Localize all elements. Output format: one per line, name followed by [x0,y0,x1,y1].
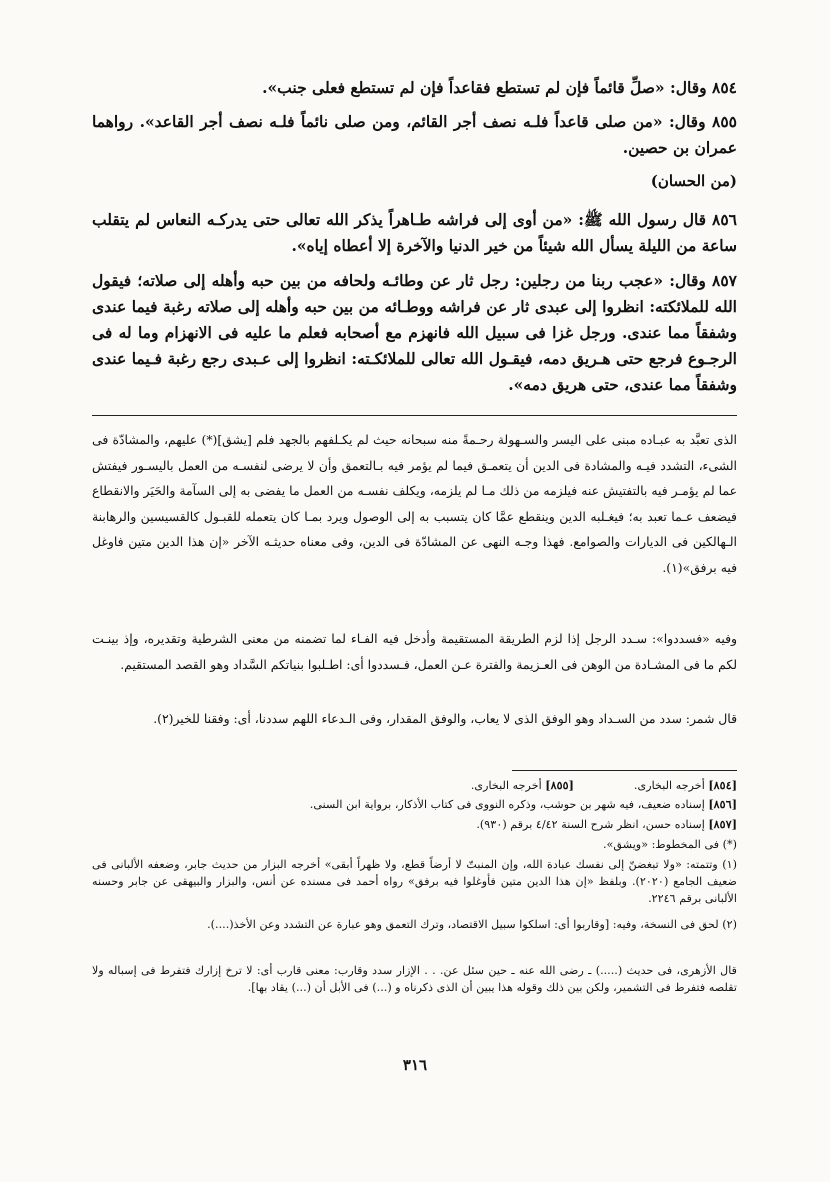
footnote-ref: [٨٥٦] [708,797,737,811]
footnote-line: (٢) لحق فى النسخة، وفيه: [وقاربوا أى: اسلكوا سبيل الاقتصاد، وترك التعمق وهو عبارة عن التشدد وعن الأخذ(....). [207,918,737,931]
hadith-number: ٨٥٥ [712,112,737,131]
hadith-854 [92,75,737,101]
hadith-number: ٨٥٤ [712,78,737,97]
footnote-text: إسناده ضعيف، فيه شهر بن حوشب، وذكره النووى فى كتاب الأذكار، برواية ابن السنى. [309,798,709,811]
footnote-line: (١) وتتمته: «ولا تبغضنّ إلى نفسك عبادة الله، وإن المنبتّ لا أرضاً قطع، ولا ظهراً أبقى» أخرجه البزار من حديث جابر، وضعفه الألبانى فى ضعيف الجامع (٢٠٢٠). وبلفظ «إن هذا الدين متين فأوغلوا فيه برفق» رواه أحمد فى مسنده عن أنس، والبزار والبيهقى عن جابر وحسنه الألبانى برقم ٢٢٤٦. [92,858,737,905]
hadith-number: ٨٥٧ [712,271,737,290]
hadith-text: قال رسول الله ﷺ: «من أوى إلى فراشه طـاهراً يذكر الله تعالى حتى يدركـه النعاس لم يتقلب ساعة من الليلة يسأل الله شيئاً من خير الدنيا والآخرة إلا أعطاه إياه». [92,210,737,255]
footnote-ref: [٨٥٧] [708,817,737,831]
footnote-text: إسناده حسن، انظر شرح السنة ٤/٤٢ برقم (٩٣٠). [476,818,709,831]
hadith-857 [92,268,737,398]
footnote-ref: [٨٥٤] [708,778,737,792]
commentary-paragraph: الذى تعبَّد به عبـاده مبنى على اليسر والسـهولة رحـمةً منه سبحانه حيث لم يكـلفهم بالجهد فلم [يشق](*) عليهم، والمشادّة فى الشىء، التشدد فيـه والمشادة فى الدين أن يتعمـق فيما لم يؤمر فيه بـالتعمق وأن لا يرضى لنفسـه من العمل باليسـور فيفتش عما لم يؤمـر فيه بالتفتيش عنه فيلزمه من ذلك مـا لم يلزمه، ويكلف نفسـه من العمل ما يفضى به إلى السآمة والحَيَر والانقطاع فيضعف عـما تعبد به؛ فيغـلبه الدين وينقطع عمَّا كان يتسبب به إلى الوصول ويرد بمـا كان يتعمله للقبـول كالقسيسين والرهابنة الـهالكين فى الديارات والصوامع. فهذا وجـه النهى عن المشادّة فى الدين، وفى معناه حديثـه الآخر «إن هذا الدين متين فاوغل فيه برفق»(١). [92,432,737,575]
footnote-line [92,816,737,833]
footnote-line: قال الأزهرى، فى حديث (.....) ـ رضى الله عنه ـ حين سئل عن. . . الإزار سدد وقارب: معنى قارب أى: لا ترخ إزارك فتفرط فى إسباله ولا تقلصه فتفرط فى التشمير، ولكن بين ذلك وقوله هذا يبين أن الذى ذكرناه و (...) فى الأبل أن (...) يقاد بها]. [92,964,737,994]
footnote-ref: [٨٥٥] [545,778,574,792]
page-number: ٣١٦ [402,1056,428,1074]
footnote-line [92,777,737,794]
hadith-855 [92,109,737,161]
hadith-text: وقال: «صلِّ قائماً فإن لم تستطع فقاعداً فإن لم تستطع فعلى جنب». [262,78,713,97]
footnote-text: أخرجه البخارى. [470,779,546,792]
footnote-text: أخرجه البخارى. [633,779,709,792]
hadith-text: وقال: «عجب ربنا من رجلين: رجل ثار عن وطائـه ولحافه من بين حبه وأهله إلى صلاته؛ فيقول الله للملائكته: انظروا إلى عبدى ثار عن فراشه ووطـائه من بين حبه وأهله إلى صلاته رغبة فيما عندى وشفقاً مما عندى. ورجل غزا فى سبيل الله فانهزم مع أصحابه فعلم ما عليه فى الانهزام وما له فى الرجـوع فرجع حتى هـريق دمه، فيقـول الله تعالى للملائكـته: انظروا إلى عـبدى رجع رغبة فـيما عندى وشفقاً مما عندى، حتى هريق دمه». [92,271,737,394]
section-heading: (من الحسان) [650,172,737,190]
hadith-number: ٨٥٦ [712,210,737,229]
commentary-paragraph: قال شمر: سدد من السـداد وهو الوفق الذى لا يعاب، والوفق المقدار، وفى الـدعاء اللهم سددنا، أى: وفقنا للخير(٢). [153,711,737,726]
divider [92,415,737,416]
footnote-divider [512,770,737,771]
footnote-line [92,796,737,813]
hadith-856 [92,207,737,259]
commentary-paragraph: وفيه «فسددوا»: سـدد الرجل إذا لزم الطريقة المستقيمة وأدخل فيه الفـاء لما تضمنه من معنى الشرطية وتقديره، وإذ بينـت لكم ما فى المشـادة من الوهن فى العـزيمة والفترة عـن العمل، فـسددوا أى: اطـلبوا بنياتكم السَّداد وهو القصد المستقيم. [92,631,737,672]
hadith-text: وقال: «من صلى قاعداً فلـه نصف أجر القائم، ومن صلى نائماً فلـه نصف أجر القاعد». رواهما عمران بن حصين. [92,112,737,157]
footnote-line: (*) فى المخطوط: «ويشق». [602,838,737,851]
